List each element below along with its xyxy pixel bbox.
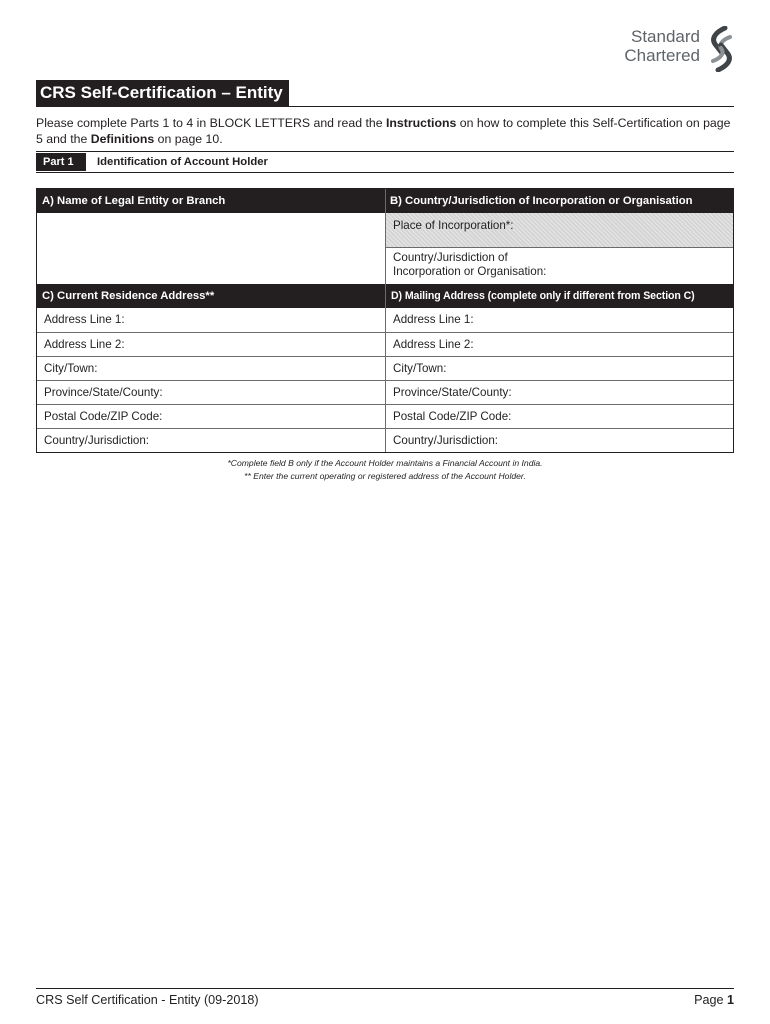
part-top-divider (36, 151, 734, 152)
mailing-address-field[interactable]: Address Line 1: (385, 308, 733, 332)
section-ab-body-row (37, 213, 733, 284)
mailing-address-field[interactable]: Postal Code/ZIP Code: (385, 405, 733, 428)
mailing-address-field[interactable]: City/Town: (385, 357, 733, 380)
section-b-header: B) Country/Jurisdiction of Incorporation or Organisation (385, 189, 733, 213)
intro-part-2: on how to complete this Self-Certification on page 5 and the (36, 116, 731, 146)
residence-address-field[interactable]: Postal Code/ZIP Code: (44, 410, 163, 423)
place-of-incorporation-field[interactable] (386, 213, 733, 248)
footnote-1: *Complete field B only if the Account Holder maintains a Financial Account in India. (227, 458, 543, 468)
section-c-header: C) Current Residence Address** (37, 284, 385, 308)
mailing-address-field[interactable]: Country/Jurisdiction: (385, 429, 733, 452)
country-of-incorporation-field[interactable] (386, 248, 733, 284)
part-1-label: Part 1 (36, 153, 86, 171)
mailing-address-field[interactable]: Province/State/County: (385, 381, 733, 404)
page-label: Page (694, 993, 727, 1007)
country-label-line2: Incorporation or Organisation: (393, 264, 547, 278)
definitions-term: Definitions (90, 131, 155, 146)
part-1-title: Identification of Account Holder (97, 156, 268, 168)
section-b-fields (385, 213, 733, 284)
form-name: CRS Self Certification - Entity (09-2018) (36, 993, 259, 1007)
standard-chartered-logo-icon (704, 26, 738, 72)
brand-name (608, 28, 700, 65)
residence-address-field[interactable]: Address Line 2: (44, 338, 125, 351)
address-rows (37, 308, 733, 452)
brand-logo (608, 26, 740, 72)
intro-part-1: Please complete Parts 1 to 4 in BLOCK LETTERS and read the (36, 116, 386, 130)
section-ab-header-row (37, 189, 733, 213)
address-row (37, 308, 733, 332)
residence-address-field[interactable]: Province/State/County: (44, 386, 163, 399)
residence-address-field[interactable]: Country/Jurisdiction: (44, 434, 150, 447)
residence-address-field[interactable]: Address Line 1: (44, 313, 125, 326)
document-title: CRS Self-Certification – Entity (36, 80, 289, 106)
address-row (37, 428, 733, 452)
title-divider (36, 106, 734, 107)
footnotes (36, 457, 734, 483)
address-row (37, 404, 733, 428)
country-label-line1: Country/Jurisdiction of (393, 251, 508, 264)
address-row (37, 332, 733, 356)
section-a-header: A) Name of Legal Entity or Branch (37, 189, 385, 213)
account-holder-table (36, 188, 734, 453)
intro-text (36, 116, 736, 147)
address-row (37, 356, 733, 380)
place-of-incorporation-label: Place of Incorporation*: (393, 219, 514, 232)
residence-address-field[interactable]: City/Town: (44, 362, 98, 375)
intro-part-3: on page 10. (154, 131, 223, 146)
section-cd-header-row (37, 284, 733, 308)
brand-name-line1: Standard (631, 27, 700, 46)
brand-name-line2: Chartered (624, 45, 700, 65)
footer-divider (36, 988, 734, 989)
page-number-value: 1 (726, 993, 734, 1007)
address-row (37, 380, 733, 404)
instructions-term: Instructions (385, 116, 457, 130)
page-number (694, 993, 734, 1007)
section-d-header: D) Mailing Address (complete only if different from Section C) (385, 284, 733, 308)
mailing-address-field[interactable]: Address Line 2: (385, 333, 733, 356)
footnote-2: ** Enter the current operating or registered address of the Account Holder. (244, 471, 526, 481)
legal-entity-name-field[interactable] (37, 213, 385, 284)
part-bottom-divider (36, 172, 734, 173)
